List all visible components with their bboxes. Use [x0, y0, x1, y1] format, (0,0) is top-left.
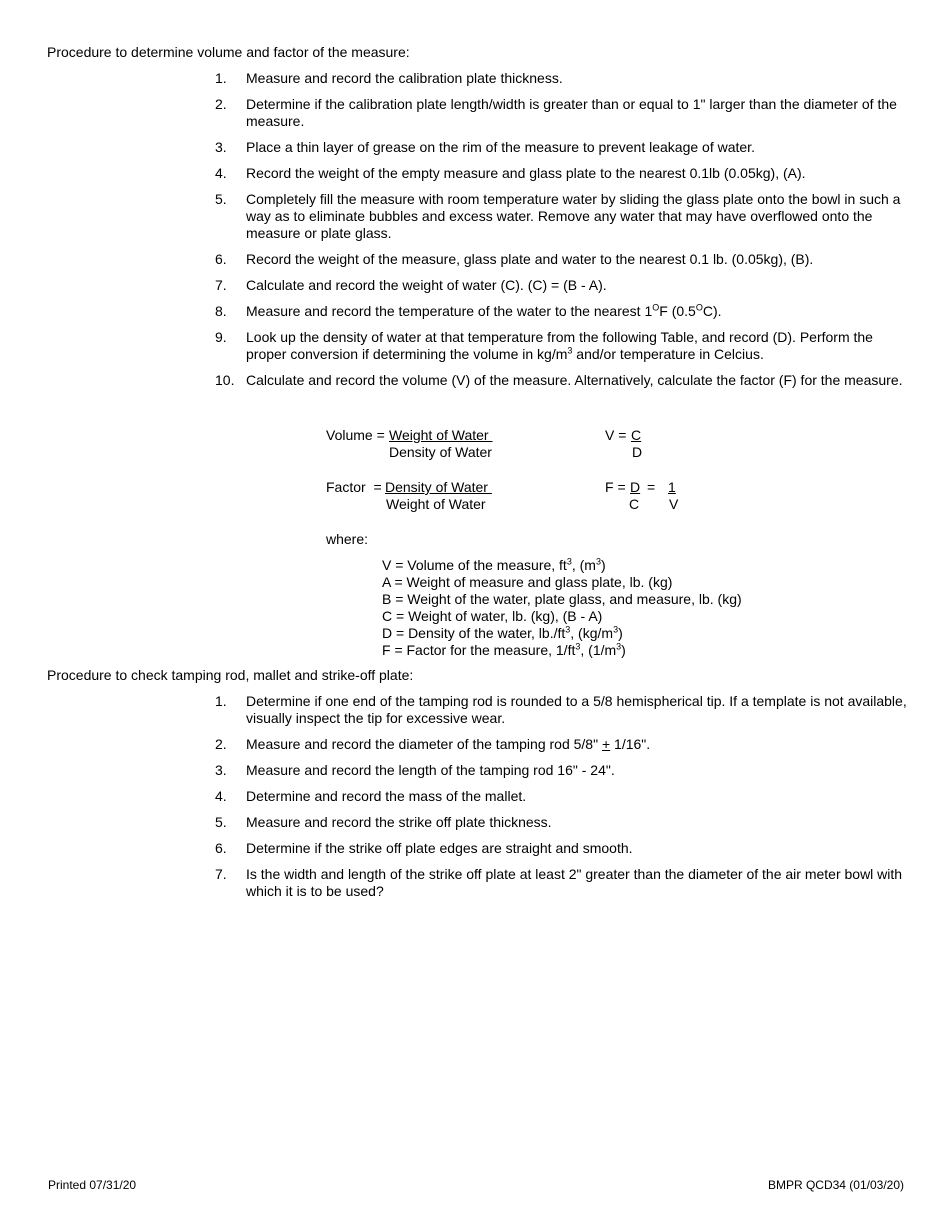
step-number: 4. [215, 788, 227, 804]
step-text: C). [702, 303, 722, 319]
step-text: Completely fill the measure with room temperature water by sliding the glass plate onto the bowl in such a way as to eliminate bubbles and excess water. Remove any water that may have overflowed onto the measure or plate glass. [246, 191, 901, 241]
list-item [215, 840, 915, 857]
factor-label: Factor = [326, 479, 382, 495]
exponent-sup: 3 [595, 556, 601, 567]
plus-minus-symbol: + [601, 736, 611, 752]
factor-numerator: Density of Water [385, 479, 492, 495]
definition-text: F = Factor for the measure, 1/ft [382, 642, 576, 658]
list-item [215, 693, 915, 727]
step-text: Measure and record the length of the tamping rod 16" - 24". [246, 762, 615, 778]
step-text: Record the weight of the empty measure and glass plate to the nearest 0.1lb (0.05kg), (A). [246, 165, 806, 181]
f-numerator-d: D [630, 479, 641, 495]
list-item [215, 251, 915, 268]
step-text: Is the width and length of the strike off plate at least 2" greater than the diameter of the air meter bowl with which it is to be used? [246, 866, 903, 899]
step-text: Calculate and record the weight of water (C). (C) = (B - A). [246, 277, 607, 293]
f-equals: = [647, 479, 656, 495]
v-lhs: V = [605, 427, 627, 443]
exponent-sup: 3 [566, 556, 572, 567]
exponent-sup: 3 [565, 624, 571, 635]
exponent-sup: 3 [616, 641, 622, 652]
step-number: 8. [215, 303, 227, 319]
volume-numerator: Weight of Water [389, 427, 493, 443]
step-number: 7. [215, 277, 227, 293]
step-number: 6. [215, 251, 227, 267]
step-text: Determine and record the mass of the mallet. [246, 788, 527, 804]
list-item [215, 329, 915, 363]
list-item [215, 303, 915, 320]
definition-text: , (1/m [580, 642, 617, 658]
step-number: 5. [215, 814, 227, 830]
list-item [215, 191, 915, 242]
volume-label: Volume = [326, 427, 385, 443]
list-item [215, 814, 915, 831]
where-label: where: [326, 531, 369, 547]
definition-text: B = Weight of the water, plate glass, and measure, lb. (kg) [382, 591, 742, 607]
list-item [215, 165, 915, 182]
list-item [215, 736, 915, 753]
definition-a [382, 574, 742, 591]
definition-text: A = Weight of measure and glass plate, lb. (kg) [382, 574, 673, 590]
volume-procedure-steps [215, 70, 915, 398]
step-text: Calculate and record the volume (V) of the measure. Alternatively, calculate the factor (F) for the measure. [246, 372, 903, 388]
step-text: Determine if one end of the tamping rod is rounded to a 5/8 hemispherical tip. If a template is not available, visually inspect the tip for excessive wear. [246, 693, 907, 726]
definition-b [382, 591, 742, 608]
list-item [215, 277, 915, 294]
step-number: 3. [215, 139, 227, 155]
degree-sup: O [652, 302, 660, 313]
list-item [215, 788, 915, 805]
step-text: Measure and record the temperature of the water to the nearest 1 [246, 303, 653, 319]
step-number: 4. [215, 165, 227, 181]
step-number: 2. [215, 736, 227, 752]
list-item [215, 96, 915, 130]
step-text: Measure and record the diameter of the tamping rod 5/8" [246, 736, 602, 752]
definition-text: V = Volume of the measure, ft [382, 557, 567, 573]
definition-v [382, 557, 742, 574]
step-number: 1. [215, 70, 227, 86]
list-item [215, 866, 915, 900]
definition-text: D = Density of the water, lb./ft [382, 625, 566, 641]
step-text: 1/16". [610, 736, 651, 752]
printed-date: Printed 07/31/20 [48, 1178, 137, 1192]
exponent-sup: 3 [575, 641, 581, 652]
step-number: 5. [215, 191, 227, 207]
step-text: and/or temperature in Celcius. [572, 346, 764, 362]
step-text: Determine if the calibration plate length/width is greater than or equal to 1" larger than the diameter of the measure. [246, 96, 897, 129]
step-number: 6. [215, 840, 227, 856]
definition-d [382, 625, 742, 642]
definition-c [382, 608, 742, 625]
v-numerator: C [631, 427, 642, 443]
step-text: Record the weight of the measure, glass plate and water to the nearest 0.1 lb. (0.05kg), (B). [246, 251, 814, 267]
form-id: BMPR QCD34 (01/03/20) [767, 1178, 904, 1192]
v-denominator: D [632, 444, 643, 460]
f-denominator-c: C [629, 496, 640, 512]
variable-definitions [382, 557, 742, 659]
definition-text: C = Weight of water, lb. (kg), (B - A) [382, 608, 603, 624]
list-item [215, 70, 915, 87]
exponent-sup: 3 [567, 345, 573, 356]
list-item [215, 372, 915, 389]
step-number: 2. [215, 96, 227, 112]
exponent-sup: 3 [613, 624, 619, 635]
f-lhs: F = [605, 479, 626, 495]
step-text: F (0.5 [659, 303, 696, 319]
tamping-rod-procedure-steps [215, 693, 915, 909]
definition-text: ) [618, 625, 623, 641]
definition-f [382, 642, 742, 659]
step-text: Place a thin layer of grease on the rim of the measure to prevent leakage of water. [246, 139, 755, 155]
list-item [215, 762, 915, 779]
step-number: 3. [215, 762, 227, 778]
step-number: 10. [215, 372, 235, 388]
step-text: Measure and record the calibration plate thickness. [246, 70, 563, 86]
f-numerator-1: 1 [668, 479, 676, 495]
step-text: Measure and record the strike off plate thickness. [246, 814, 552, 830]
definition-text: , (kg/m [570, 625, 614, 641]
f-denominator-v: V [669, 496, 679, 512]
step-text: Look up the density of water at that temperature from the following Table, and record (D). Perform the proper conversion if determining the volume in kg/m [246, 329, 873, 362]
section1-heading: Procedure to determine volume and factor of the measure: [47, 44, 410, 60]
definition-text: ) [621, 642, 626, 658]
section2-heading: Procedure to check tamping rod, mallet and strike-off plate: [47, 667, 414, 683]
step-number: 9. [215, 329, 227, 345]
degree-sup: O [695, 302, 703, 313]
step-text: Determine if the strike off plate edges are straight and smooth. [246, 840, 633, 856]
definition-text: ) [600, 557, 606, 573]
factor-denominator: Weight of Water [386, 496, 486, 512]
step-number: 1. [215, 693, 227, 709]
list-item [215, 139, 915, 156]
definition-text: , (m [571, 557, 596, 573]
volume-denominator: Density of Water [389, 444, 492, 460]
step-number: 7. [215, 866, 227, 882]
